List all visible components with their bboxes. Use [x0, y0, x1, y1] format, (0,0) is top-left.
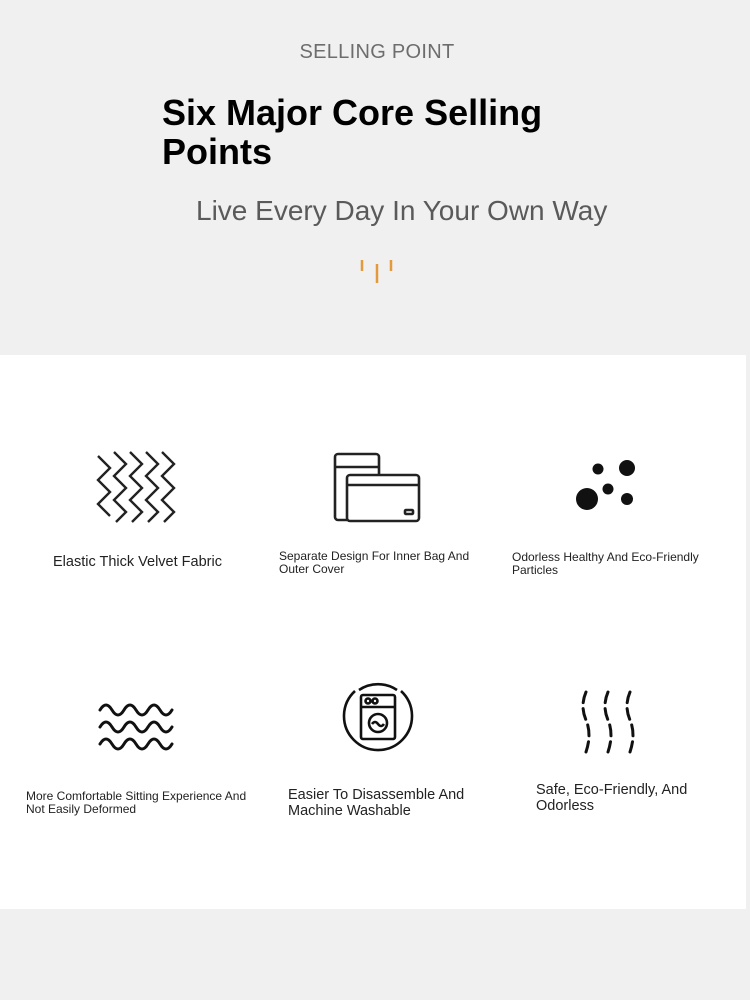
wave-lines-icon: [98, 700, 176, 754]
page-subtitle: Live Every Day In Your Own Way: [196, 195, 608, 226]
feature-label-4: More Comfortable Sitting Experience And Not Easily Deformed: [26, 789, 247, 816]
inner-bag-outer-cover-icon: [333, 451, 423, 525]
feature-label-3: Odorless Healthy And Eco-Friendly Particles: [512, 550, 699, 577]
feature-label-5: Easier To Disassemble And Machine Washable: [288, 787, 465, 819]
page-title: Six Major Core Selling Points: [162, 92, 543, 172]
footer-band: [0, 910, 750, 1000]
feature-label-2: Separate Design For Inner Bag And Outer Cover: [279, 549, 470, 576]
hero-section: [0, 0, 746, 354]
washing-machine-icon: [341, 681, 415, 755]
crosshatch-fabric-icon: [96, 450, 184, 524]
section-eyebrow: SELLING POINT: [299, 41, 455, 63]
feature-label-6: Safe, Eco-Friendly, And Odorless: [536, 782, 688, 814]
accent-divider-icon: [358, 256, 396, 286]
steam-lines-icon: [578, 688, 638, 756]
particles-dots-icon: [574, 458, 640, 514]
features-panel: [0, 355, 746, 909]
feature-label-1: Elastic Thick Velvet Fabric: [53, 554, 222, 570]
